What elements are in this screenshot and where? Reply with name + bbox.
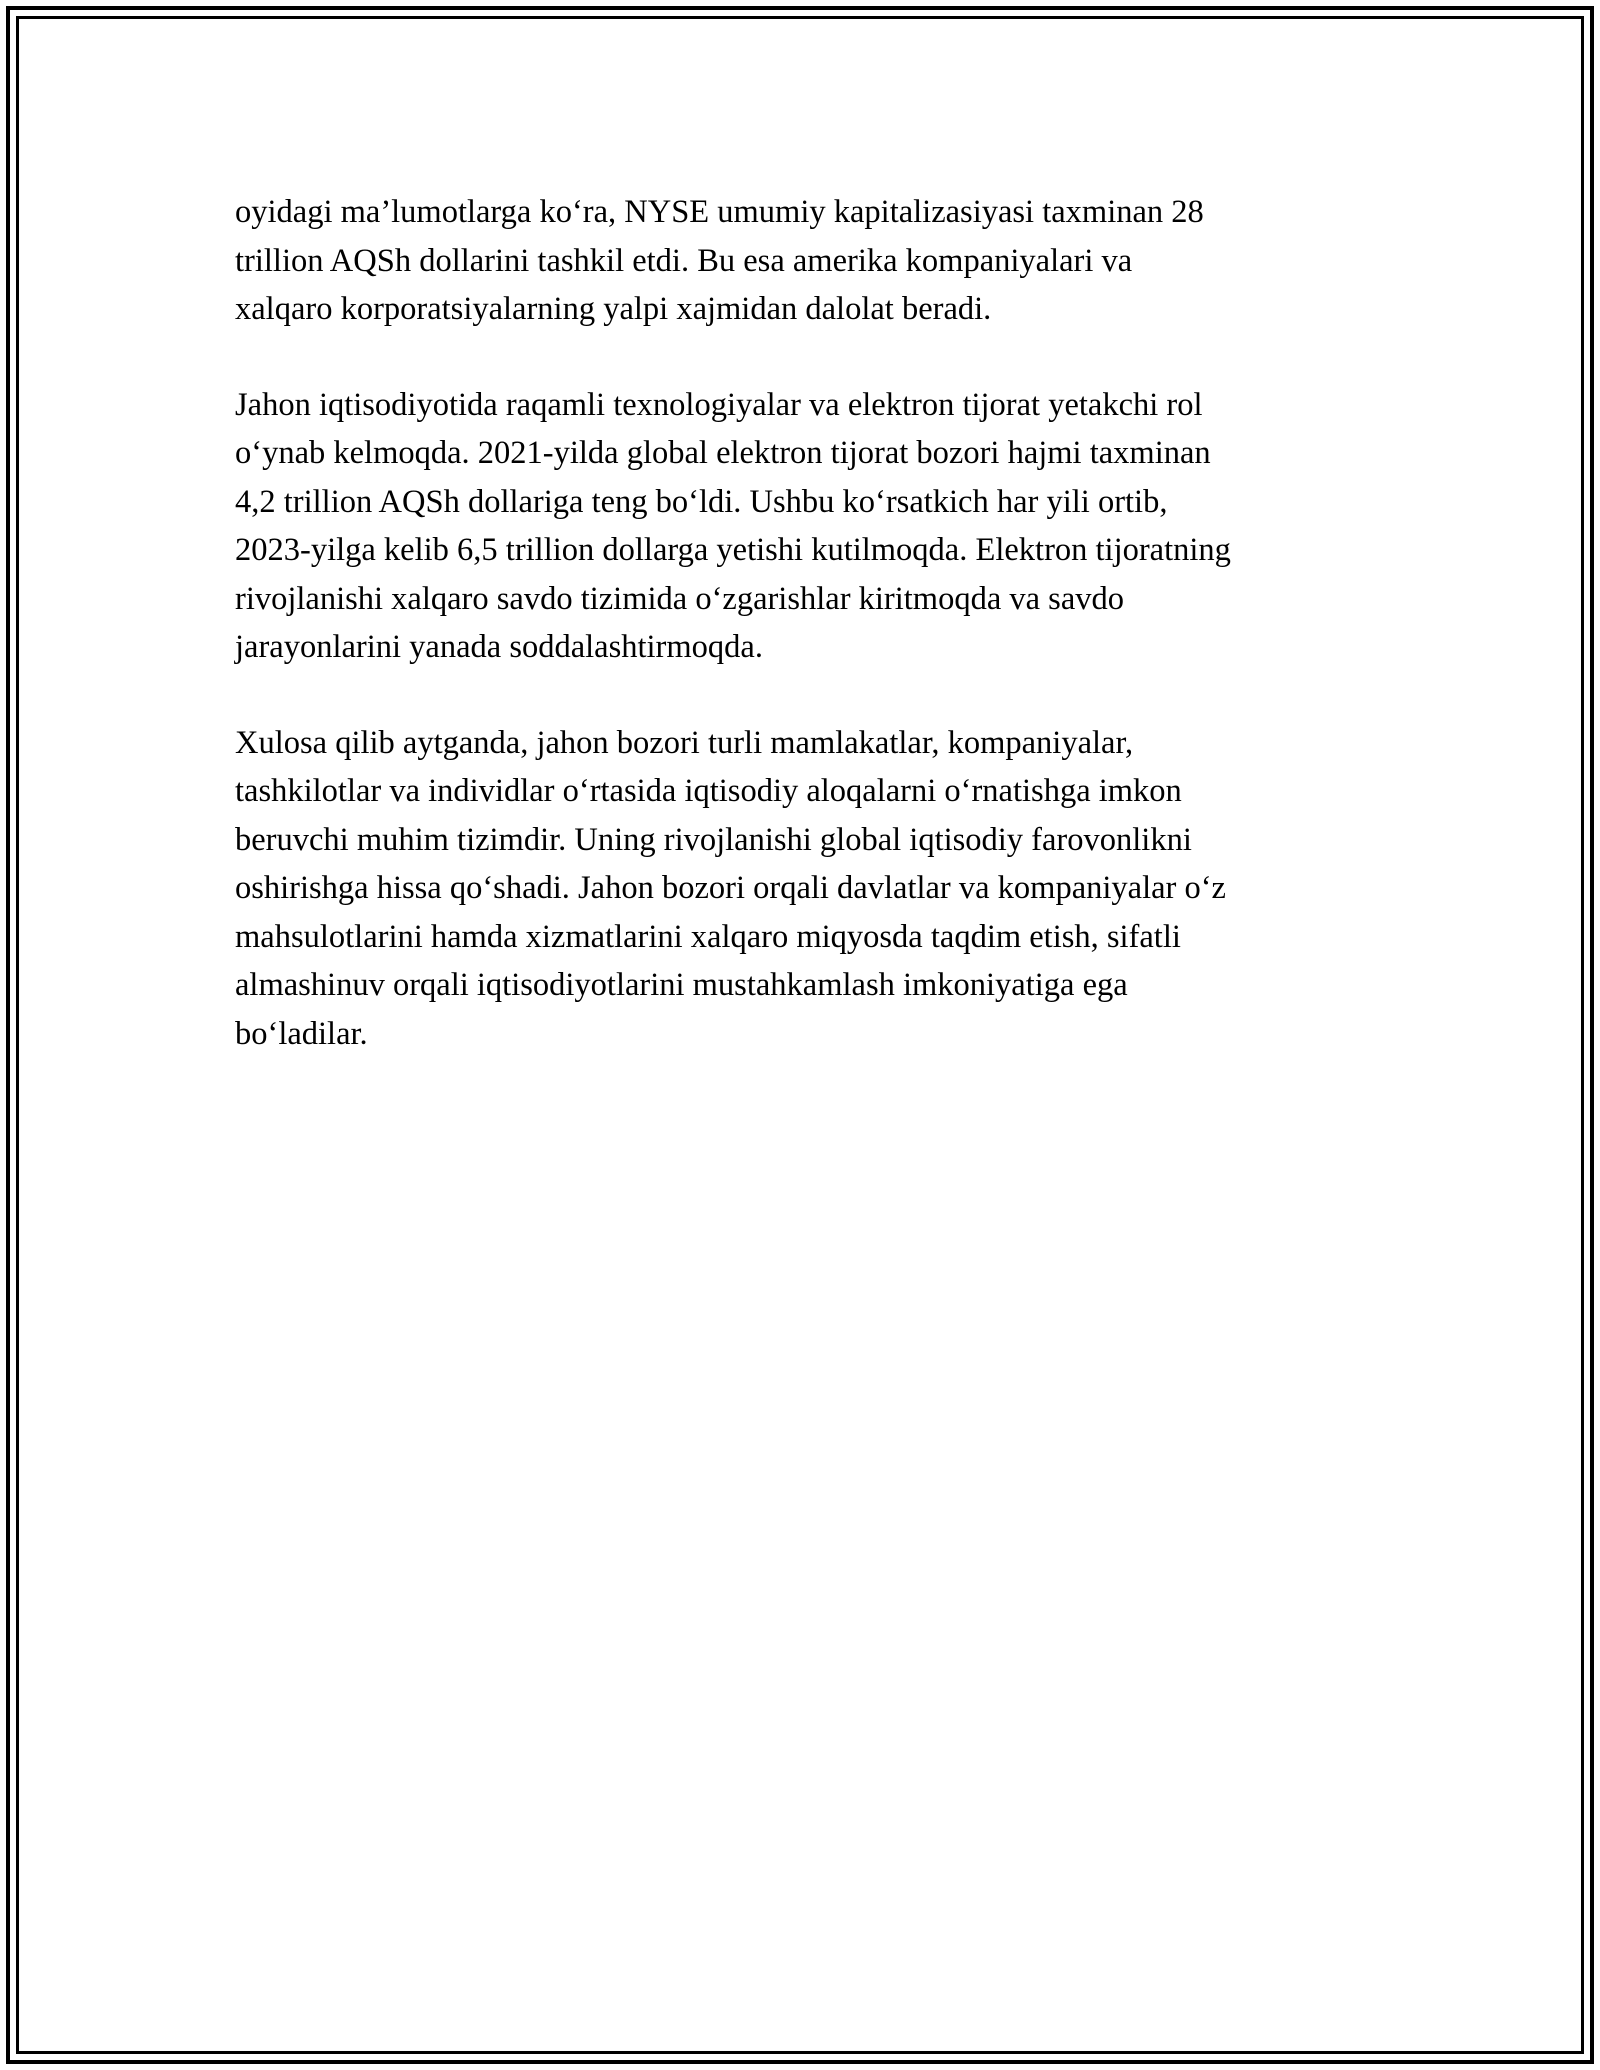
text-line: almashinuv orqali iqtisodiyotlarini mustahkamlash imkoniyatiga ega [235, 967, 1128, 1003]
text-line: rivojlanishi xalqaro savdo tizimida o‘zgarishlar kiritmoqda va savdo [235, 580, 1125, 617]
text-line: mahsulotlarini hamda xizmatlarini xalqaro miqyosda taqdim etish, sifatli [235, 918, 1181, 955]
text-line: 4,2 trillion AQSh dollariga teng bo‘ldi. Ushbu ko‘rsatkich har yili ortib, [235, 483, 1168, 520]
text-line: Jahon iqtisodiyotida raqamli texnologiyalar va elektron tijorat yetakchi rol [235, 386, 1203, 423]
paragraph-ecommerce [235, 381, 1375, 672]
text-line: oshirishga hissa qo‘shadi. Jahon bozori orqali davlatlar va kompaniyalar o‘z [235, 870, 1226, 906]
text-line: oyidagi ma’lumotlarga ko‘ra, NYSE umumiy kapitalizasiyasi taxminan 28 [235, 194, 1204, 230]
text-line: bo‘ladilar. [235, 1015, 368, 1052]
text-line: tashkilotlar va individlar o‘rtasida iqtisodiy aloqalarni o‘rnatishga imkon [235, 773, 1182, 809]
text-line: jarayonlarini yanada soddalashtirmoqda. [235, 629, 763, 665]
document-body [235, 188, 1375, 1105]
text-line: o‘ynab kelmoqda. 2021-yilda global elektron tijorat bozori hajmi taxminan [235, 435, 1211, 471]
text-line: 2023-yilga kelib 6,5 trillion dollarga yetishi kutilmoqda. Elektron tijoratning [235, 532, 1231, 568]
text-line: trillion AQSh dollarini tashkil etdi. Bu esa amerika kompaniyalari va [235, 242, 1133, 279]
text-line: beruvchi muhim tizimdir. Uning rivojlanishi global iqtisodiy farovonlikni [235, 821, 1192, 858]
text-line: Xulosa qilib aytganda, jahon bozori turli mamlakatlar, kompaniyalar, [235, 724, 1134, 761]
paragraph-nyse-capitalization [235, 188, 1375, 334]
paragraph-conclusion [235, 719, 1375, 1059]
text-line: xalqaro korporatsiyalarning yalpi xajmidan dalolat beradi. [235, 291, 992, 327]
